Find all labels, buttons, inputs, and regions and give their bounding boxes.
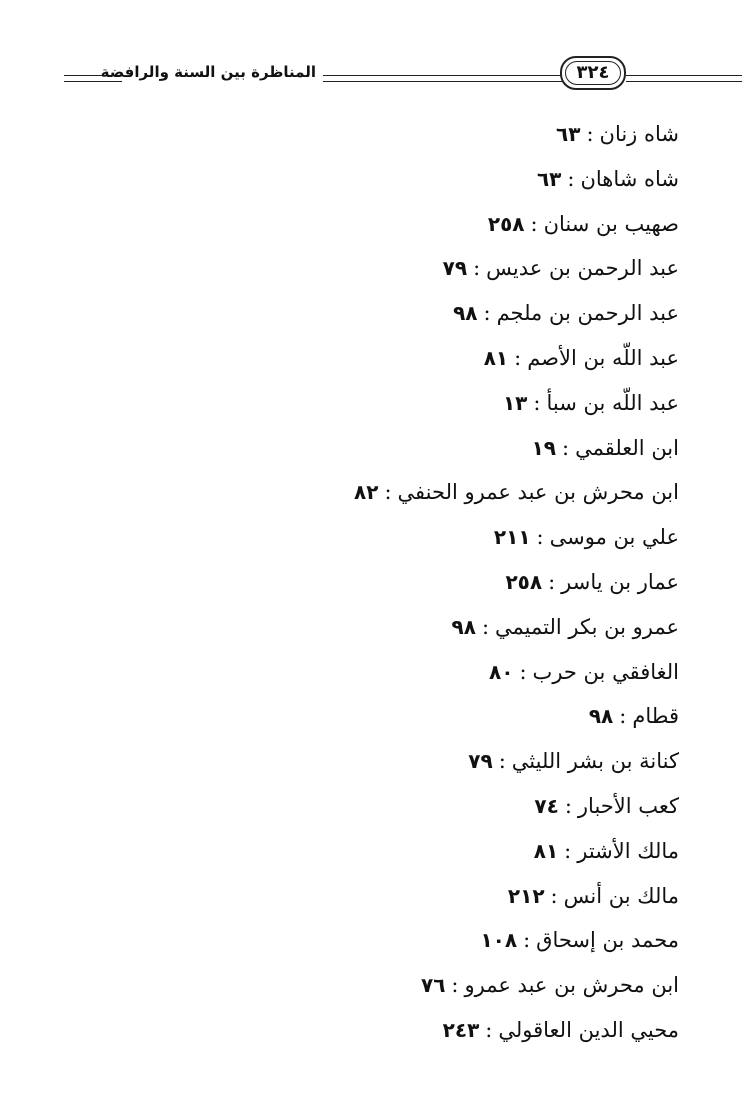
index-entry [79, 426, 679, 471]
entry-page-number: ٦٣ [536, 166, 562, 191]
entry-name: عبد الرحمن بن عديس [486, 256, 679, 281]
index-entry [79, 381, 679, 426]
index-entry [79, 829, 679, 874]
entry-separator: : [536, 525, 544, 550]
entry-name: عمار بن ياسر [561, 569, 679, 594]
page-header [60, 55, 680, 95]
entry-separator: : [561, 435, 570, 460]
entry-name: عمرو بن بكر التميمي [495, 614, 679, 639]
entry-page-number: ٧٦ [420, 973, 446, 998]
index-entry [79, 112, 679, 157]
entry-name: عبد الرحمن بن ملجم [496, 301, 679, 326]
header-rule-right [626, 75, 742, 82]
entry-page-number: ٩٨ [453, 301, 478, 326]
index-entry [79, 918, 679, 963]
entry-page-number: ١٠٨ [480, 928, 518, 953]
entry-page-number: ٩٨ [451, 614, 476, 639]
entry-name: مالك الأشتر [577, 838, 679, 863]
index-entry [79, 1008, 679, 1053]
entry-separator: : [473, 256, 481, 281]
entry-page-number: ٢٥٨ [505, 569, 543, 594]
index-entry [79, 157, 679, 202]
entry-separator: : [519, 659, 527, 684]
entry-name: علي بن موسى [549, 525, 679, 550]
entry-page-number: ٨٠ [489, 659, 514, 684]
entry-separator: : [483, 301, 491, 326]
entry-page-number: ١٩ [531, 435, 556, 460]
entry-page-number: ٢١٢ [507, 883, 545, 908]
entry-separator: : [451, 973, 459, 998]
entry-name: ابن العلقمي [575, 435, 679, 460]
entry-separator: : [567, 166, 575, 191]
entry-name: محمد بن إسحاق [536, 928, 679, 953]
entry-page-number: ٨٢ [354, 480, 379, 505]
entry-name: ابن محرش بن عبد عمرو [464, 973, 679, 998]
entry-separator: : [564, 838, 572, 863]
entry-page-number: ٧٩ [442, 256, 468, 281]
entry-name: عبد اللّه بن سبأ [546, 390, 679, 415]
index-entry [79, 291, 679, 336]
index-entry [79, 202, 679, 247]
entry-separator: : [586, 122, 594, 146]
index-entry [79, 650, 679, 695]
entry-page-number: ٧٩ [468, 749, 493, 774]
entry-name: شاه شاهان [580, 166, 679, 191]
index-entry [79, 874, 679, 919]
entry-page-number: ٢٥٨ [487, 211, 525, 236]
entry-page-number: ٦٣ [556, 122, 581, 146]
entry-name: الغافقي بن حرب [532, 659, 679, 684]
entry-page-number: ٢٤٣ [442, 1017, 480, 1042]
entry-page-number: ٢١١ [493, 525, 531, 550]
entry-page-number: ٧٤ [534, 793, 559, 818]
entry-name: مالك بن أنس [563, 883, 679, 908]
entry-name: محيي الدين العاقولي [498, 1017, 679, 1042]
entry-separator: : [530, 211, 538, 236]
entry-separator: : [498, 749, 506, 774]
entry-page-number: ٨١ [533, 838, 559, 863]
page-number-badge [560, 56, 626, 90]
entry-name: قطام [632, 704, 679, 729]
index-entry [79, 336, 679, 381]
entry-name: كنانة بن بشر الليثي [511, 749, 679, 774]
entry-separator: : [523, 928, 531, 953]
entry-separator: : [384, 480, 392, 505]
index-entry [79, 605, 679, 650]
entry-separator: : [550, 883, 558, 908]
entry-page-number: ٩٨ [588, 704, 614, 729]
entry-separator: : [481, 614, 490, 639]
index-entry [79, 963, 679, 1008]
page-number-frame [565, 61, 621, 85]
entry-name: ابن محرش بن عبد عمرو الحنفي [397, 480, 679, 505]
names-index-list [79, 112, 679, 1053]
entry-separator: : [564, 793, 572, 818]
entry-name: كعب الأحبار [577, 793, 679, 818]
index-entry [79, 560, 679, 605]
entry-page-number: ١٣ [502, 390, 528, 415]
entry-name: صهيب بن سنان [543, 211, 679, 236]
index-entry [79, 470, 679, 515]
entry-separator: : [514, 345, 522, 370]
entry-page-number: ٨١ [483, 345, 509, 370]
entry-separator: : [619, 704, 627, 729]
index-entry [79, 515, 679, 560]
entry-separator: : [533, 390, 541, 415]
page-number: ٣٢٤ [576, 62, 610, 83]
index-entry [79, 694, 679, 739]
entry-separator: : [485, 1017, 493, 1042]
entry-name: شاه زنان [599, 122, 679, 146]
index-entry [79, 784, 679, 829]
index-entry [79, 246, 679, 291]
entry-name: عبد اللّه بن الأصم [527, 345, 679, 370]
entry-separator: : [548, 569, 556, 594]
book-title: المناظرة بين السنة والرافضة [100, 63, 316, 81]
index-entry [79, 739, 679, 784]
